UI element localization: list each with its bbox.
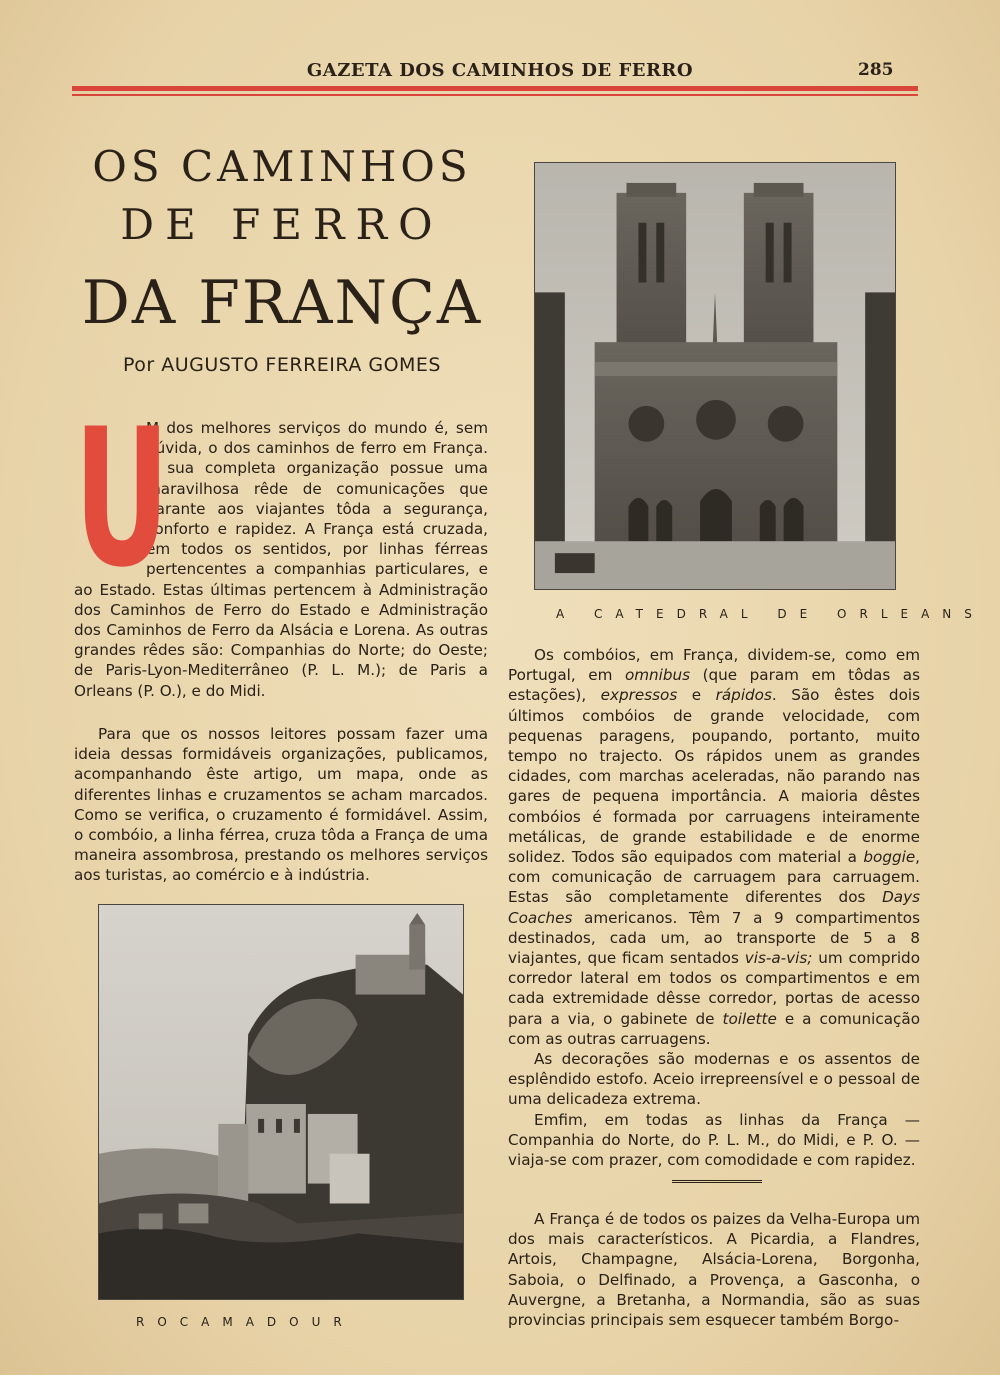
- body-paragraph-2: Para que os nossos leitores possam fazer uma ideia dessas formidáveis organizações, publicamos, acompanhando êste artigo, um mapa, onde as diferentes linhas e cruzamentos se acham marcados. Como se verifica, o cruzamento é formidável. Assim, o combóio, a linha férrea, cruza tôda a França de uma maneira assombrosa, prestando os melhores serviços aos turistas, ao comércio e à indústria.: [74, 725, 488, 885]
- rocamadour-photo: [98, 904, 464, 1300]
- rocamadour-caption: ROCAMADOUR: [136, 1315, 355, 1329]
- header-rule: [72, 86, 918, 91]
- article-title-line1: OS CAMINHOS: [92, 142, 472, 191]
- intro-paragraph: [74, 388, 488, 701]
- cathedral-photo: [534, 162, 896, 590]
- article-title-line2: DE FERRO: [120, 200, 444, 249]
- article-title-line3: DA FRANÇA: [81, 268, 483, 338]
- page-number: 285: [858, 60, 894, 80]
- article-byline: Por AUGUSTO FERREIRA GOMES: [122, 354, 441, 376]
- running-header: GAZETA DOS CAMINHOS DE FERRO: [306, 60, 694, 81]
- header-rule-thin: [72, 94, 918, 96]
- right-paragraph-3: Emfim, em todas as linhas da França — Companhia do Norte, do P. L. M., do Midi, e P. O. — viaja-se com prazer, com comodidade e com rapidez.: [508, 1110, 920, 1170]
- section-divider: [672, 1180, 762, 1183]
- right-column: [508, 645, 920, 1170]
- dropcap: [74, 388, 170, 609]
- right-paragraph-1: Os combóios, em França, dividem-se, como em Portugal, em omnibus (que param em tôdas as estações), expressos e rápidos. São êstes dois últimos combóios de grande velocidade, com pequenas paragens, poupando, portanto, muito tempo no trajecto. Os rápidos unem as grandes cidades, com marchas aceleradas, não parando nas gares de pequena importância. A maioria dêstes combóios é formada por carruagens inteiramente metálicas, de grande estabilidade e de enorme solidez. Todos são equipados com material a boggie, com comunicação de carruagem para carruagem. Estas são completamente diferentes dos Days Coaches americanos. Têm 7 a 9 compartimentos destinados, cada um, ao transporte de 5 a 8 viajantes, que ficam sentados vis-a-vis; um comprido corredor lateral em todos os compartimentos e em cada extremidade dêsse corredor, portas de acesso para a via, o gabinete de toilette e a comunicação com as outras carruagens.: [508, 646, 921, 1048]
- cathedral-caption: A CATEDRAL DE ORLEANS: [556, 607, 985, 621]
- intro-text: M dos melhores serviços do mundo é, sem dúvida, o dos caminhos de ferro em França. A sua completa organização possue uma maravilhosa rêde de comunicações que garante aos viajantes tôda a segurança, conforto e rapidez. A França está cruzada, em todos os sentidos, por linhas férreas pertencentes a companhias particulares, e ao Estado. Estas últimas pertencem à Administração dos Caminhos de Ferro do Estado e Administração dos Caminhos de Ferro da Alsácia e Lorena. As outras grandes rêdes são: Companhias do Norte; do Oeste; de Paris-Lyon-Mediterrâneo (P. L. M.); de Paris a Orleans (P. O.), e do Midi.: [74, 419, 488, 700]
- dropcap-letter: U: [74, 388, 170, 609]
- right-paragraph-4: A França é de todos os paizes da Velha-Europa um dos mais característicos. A Picardia, a Flandres, Artois, Champagne, Alsácia-Lorena, Borgonha, Saboia, o Delfinado, a Provença, a Gasconha, o Auvergne, a Bretanha, a Normandia, são as suas provincias principais sem esquecer também Borgo-: [508, 1210, 920, 1330]
- right-paragraph-2: As decorações são modernas e os assentos de esplêndido estofo. Aceio irrepreensível e o pessoal de uma delicadeza extrema.: [508, 1050, 920, 1109]
